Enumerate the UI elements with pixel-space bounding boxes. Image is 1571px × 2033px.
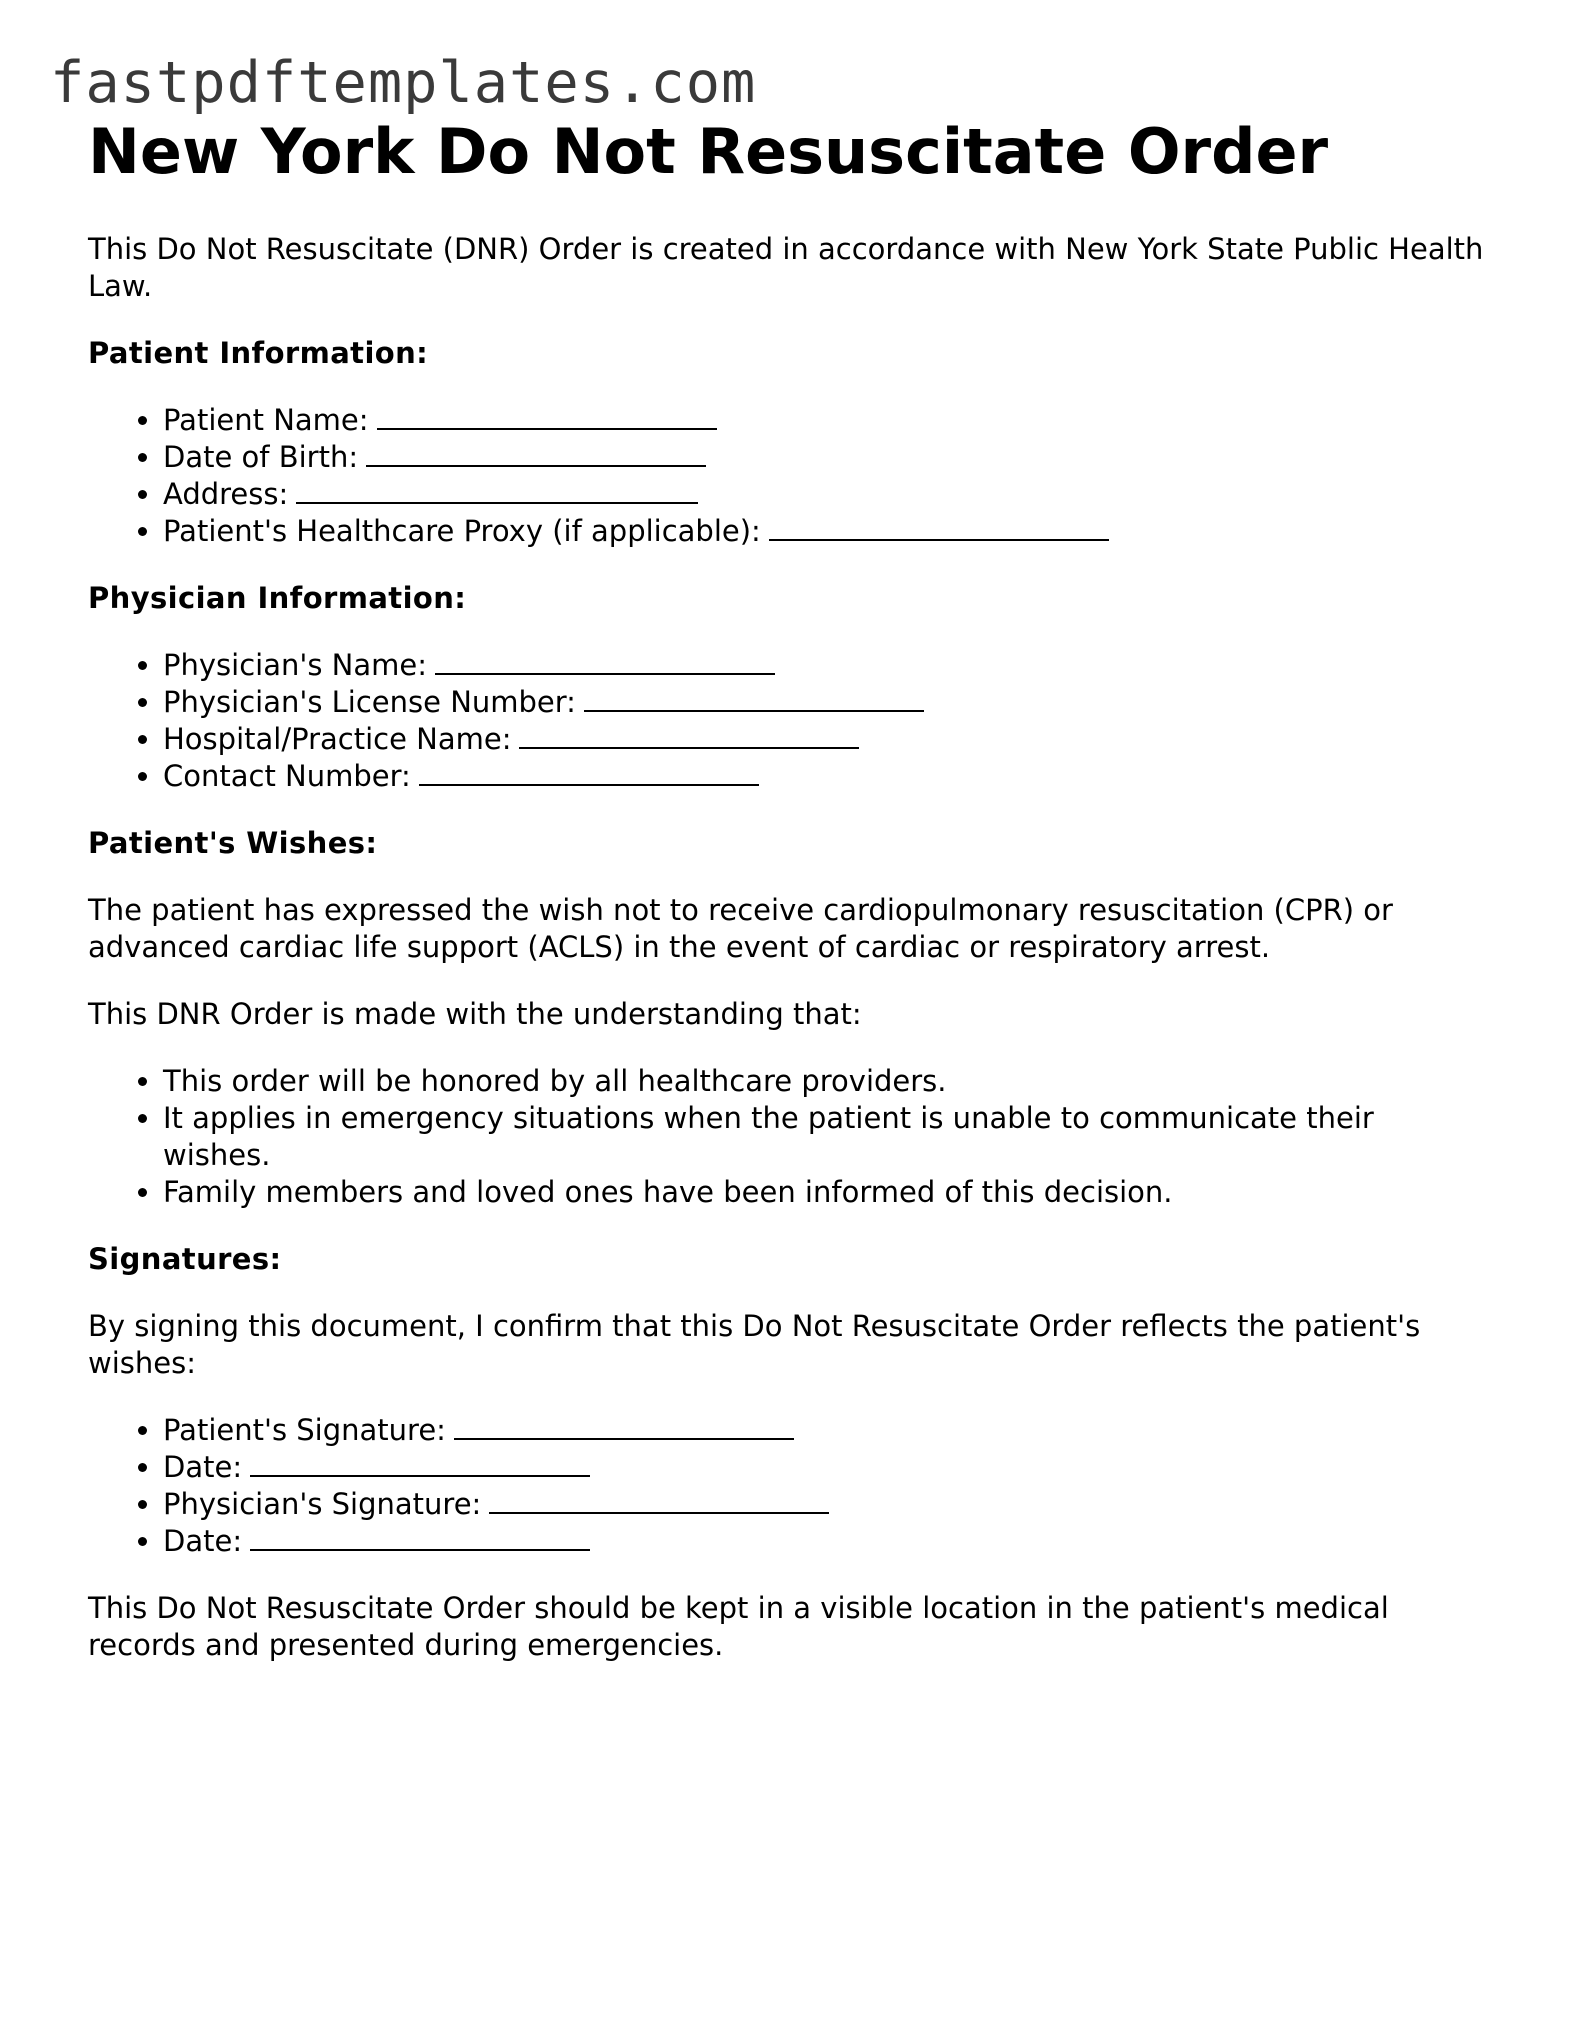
patient-name-blank[interactable] — [377, 402, 717, 430]
signatures-heading: Signatures: — [88, 1242, 282, 1276]
wishes-paragraph: The patient has expressed the wish not to receive cardiopulmonary resuscitation (CPR) or advanced cardiac life support (ACLS) in the event of cardiac or respiratory arrest. — [88, 893, 1393, 964]
physician-signature-blank[interactable] — [489, 1486, 829, 1514]
patient-date-blank[interactable] — [250, 1449, 590, 1477]
signatures-paragraph: By signing this document, I confirm that this Do Not Resuscitate Order reflects the patient's wishes: — [88, 1309, 1421, 1380]
address-blank[interactable] — [296, 476, 698, 504]
field-label: Physician's Name: — [163, 648, 427, 682]
page-title: New York Do Not Resuscitate Order — [88, 115, 1329, 188]
physician-info-heading: Physician Information: — [88, 581, 467, 615]
patient-info-heading: Patient Information: — [88, 336, 429, 370]
date-of-birth-field — [163, 439, 1488, 476]
signatures-list — [88, 1412, 1488, 1560]
physician-date-field — [163, 1523, 1488, 1560]
list-item: • Family members and loved ones have been informed of this decision. — [163, 1174, 1488, 1211]
understanding-list — [88, 1063, 1488, 1211]
list-item: • This order will be honored by all healthcare providers. — [163, 1063, 1488, 1100]
physician-info-list — [88, 647, 1488, 795]
field-label: Hospital/Practice Name: — [163, 722, 512, 756]
physician-name-blank[interactable] — [435, 647, 775, 675]
watermark: fastpdftemplates.com — [50, 50, 757, 116]
document-page — [88, 115, 1488, 1664]
intro-paragraph: This Do Not Resuscitate (DNR) Order is created in accordance with New York State Public Health Law. — [88, 232, 1484, 303]
field-label: Address: — [163, 477, 289, 511]
practice-name-blank[interactable] — [519, 721, 859, 749]
field-label: Date: — [163, 1524, 243, 1558]
date-of-birth-blank[interactable] — [366, 439, 706, 467]
wishes-heading: Patient's Wishes: — [88, 826, 378, 860]
physician-date-blank[interactable] — [250, 1523, 590, 1551]
list-item: • It applies in emergency situations when the patient is unable to communicate their wishes. — [163, 1100, 1488, 1174]
patient-signature-blank[interactable] — [454, 1412, 794, 1440]
physician-signature-field — [163, 1486, 1488, 1523]
healthcare-proxy-blank[interactable] — [769, 513, 1109, 541]
practice-name-field — [163, 721, 1488, 758]
field-label: Contact Number: — [163, 759, 411, 793]
patient-name-field — [163, 402, 1488, 439]
patient-date-field — [163, 1449, 1488, 1486]
contact-number-field — [163, 758, 1488, 795]
closing-paragraph: This Do Not Resuscitate Order should be kept in a visible location in the patient's medical records and presented during emergencies. — [88, 1591, 1389, 1662]
field-label: Patient's Healthcare Proxy (if applicable): — [163, 514, 761, 548]
address-field — [163, 476, 1488, 513]
field-label: Patient Name: — [163, 403, 369, 437]
understanding-paragraph: This DNR Order is made with the understanding that: — [88, 997, 862, 1031]
physician-name-field — [163, 647, 1488, 684]
field-label: Physician's License Number: — [163, 685, 576, 719]
healthcare-proxy-field — [163, 513, 1488, 550]
license-number-blank[interactable] — [584, 684, 924, 712]
patient-info-list — [88, 402, 1488, 550]
field-label: Date: — [163, 1450, 243, 1484]
contact-number-blank[interactable] — [419, 758, 759, 786]
field-label: Date of Birth: — [163, 440, 359, 474]
license-number-field — [163, 684, 1488, 721]
patient-signature-field — [163, 1412, 1488, 1449]
field-label: Patient's Signature: — [163, 1413, 446, 1447]
field-label: Physician's Signature: — [163, 1487, 482, 1521]
